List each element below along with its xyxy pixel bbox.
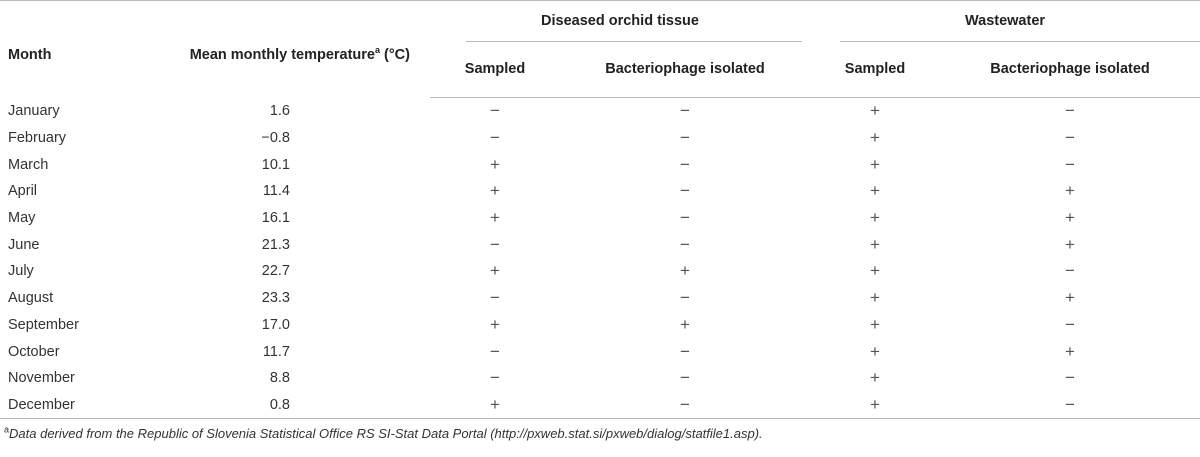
cell-diseased-isolated: − [680,368,690,388]
cell-wastewater-isolated: − [940,392,1200,419]
cell-temperature: 16.1 [261,210,290,227]
cell-wastewater-sampled: + [870,288,880,308]
cell-temperature: −0.8 [261,130,290,147]
cell-month: September [8,316,79,333]
cell-month: April [8,183,38,200]
cell-diseased-isolated: + [680,261,690,281]
cell-diseased-sampled: + [490,181,500,201]
cell-diseased-isolated: − [680,341,690,361]
table-footnote [4,426,763,441]
header-diseased-isolated: Bacteriophage isolated [560,41,810,98]
table-row [0,151,1200,178]
cell-temperature: 1.6 [269,103,290,120]
cell-temperature: 17.0 [261,316,290,333]
table-row [0,205,1200,232]
cell-temperature: 11.4 [262,183,290,200]
cell-diseased-isolated: − [680,101,690,121]
group-underline-diseased [466,41,802,42]
cell-month: August [8,290,54,307]
cell-wastewater-sampled: + [870,208,880,228]
cell-wastewater-isolated: + [1065,234,1075,254]
cell-month: February [8,130,67,147]
cell-temperature: 23.3 [261,290,290,307]
cell-diseased-sampled: + [490,261,500,281]
cell-wastewater-isolated: + [1065,341,1075,361]
header-row-groups [0,1,1200,42]
cell-wastewater-sampled: + [870,181,880,201]
cell-month: October [8,343,60,360]
table-row [0,365,1200,392]
footnote-text: Data derived from the Republic of Slovenia Statistical Office RS SI-Stat Data Portal (http://pxweb.stat.si/pxweb/dialog/statfile1.asp). [9,426,763,441]
table-row [0,231,1200,258]
cell-wastewater-isolated: − [1065,128,1075,148]
cell-temperature: 10.1 [261,156,290,173]
cell-diseased-sampled: − [490,368,500,388]
header-group-wastewater-label: Wastewater [964,13,1046,29]
table-row [0,285,1200,312]
cell-wastewater-sampled: + [870,234,880,254]
cell-diseased-isolated: + [680,314,690,334]
cell-month: December [0,392,130,419]
cell-diseased-sampled: − [490,234,500,254]
cell-diseased-sampled: − [490,288,500,308]
header-group-diseased-orchid-tissue [430,1,810,42]
cell-wastewater-isolated: − [1065,101,1075,121]
cell-wastewater-sampled: + [870,341,880,361]
cell-diseased-isolated: − [680,288,690,308]
cell-diseased-sampled: + [430,392,560,419]
cell-month: May [8,210,36,227]
table-row [0,392,1200,419]
cell-month: March [8,156,49,173]
header-temperature [130,1,430,98]
footnote-marker: a [4,424,10,435]
table-row [0,258,1200,285]
cell-diseased-isolated: − [680,128,690,148]
table-row [0,178,1200,205]
cell-wastewater-sampled: + [870,128,880,148]
cell-temperature: 11.7 [262,343,290,360]
cell-diseased-isolated: − [680,181,690,201]
cell-temperature: 8.8 [269,370,290,387]
cell-wastewater-isolated: − [1065,154,1075,174]
header-temperature-label: Mean monthly temperature [189,47,376,64]
table-row [0,312,1200,339]
cell-month: June [8,236,40,253]
cell-wastewater-isolated: − [1065,261,1075,281]
table-row [0,98,1200,125]
cell-wastewater-isolated: − [1065,314,1075,334]
cell-diseased-sampled: + [490,208,500,228]
header-group-diseased-label: Diseased orchid tissue [541,13,699,29]
header-temperature-footnote-marker: a [375,45,381,56]
cell-diseased-sampled: − [490,101,500,121]
header-wastewater-sampled: Sampled [810,41,940,98]
cell-wastewater-isolated: + [1065,288,1075,308]
cell-diseased-isolated: − [560,392,810,419]
cell-diseased-sampled: − [490,341,500,361]
cell-diseased-isolated: − [680,208,690,228]
header-group-wastewater [810,1,1200,42]
table-row [0,125,1200,152]
cell-wastewater-sampled: + [870,314,880,334]
cell-wastewater-isolated: − [1065,368,1075,388]
table-row [0,338,1200,365]
cell-wastewater-sampled: + [870,261,880,281]
cell-month: November [8,370,75,387]
cell-diseased-sampled: + [490,314,500,334]
header-diseased-sampled: Sampled [430,41,560,98]
header-month: Month [0,1,130,98]
cell-diseased-isolated: − [680,234,690,254]
cell-wastewater-isolated: + [1065,208,1075,228]
cell-month: January [8,103,60,120]
cell-temperature: 22.7 [261,263,290,280]
header-wastewater-isolated: Bacteriophage isolated [940,41,1200,98]
header-temperature-unit: (°C) [380,47,410,64]
cell-diseased-sampled: + [490,154,500,174]
cell-wastewater-isolated: + [1065,181,1075,201]
cell-month: July [8,263,34,280]
cell-wastewater-sampled: + [870,154,880,174]
cell-wastewater-sampled: + [810,392,940,419]
table-header [0,1,1200,98]
cell-diseased-isolated: − [680,154,690,174]
cell-temperature: 21.3 [261,236,290,253]
cell-diseased-sampled: − [490,128,500,148]
table-body [0,98,1200,419]
cell-temperature: 0.8 [130,392,430,419]
cell-wastewater-sampled: + [870,368,880,388]
cell-wastewater-sampled: + [870,101,880,121]
group-underline-wastewater [840,41,1200,42]
